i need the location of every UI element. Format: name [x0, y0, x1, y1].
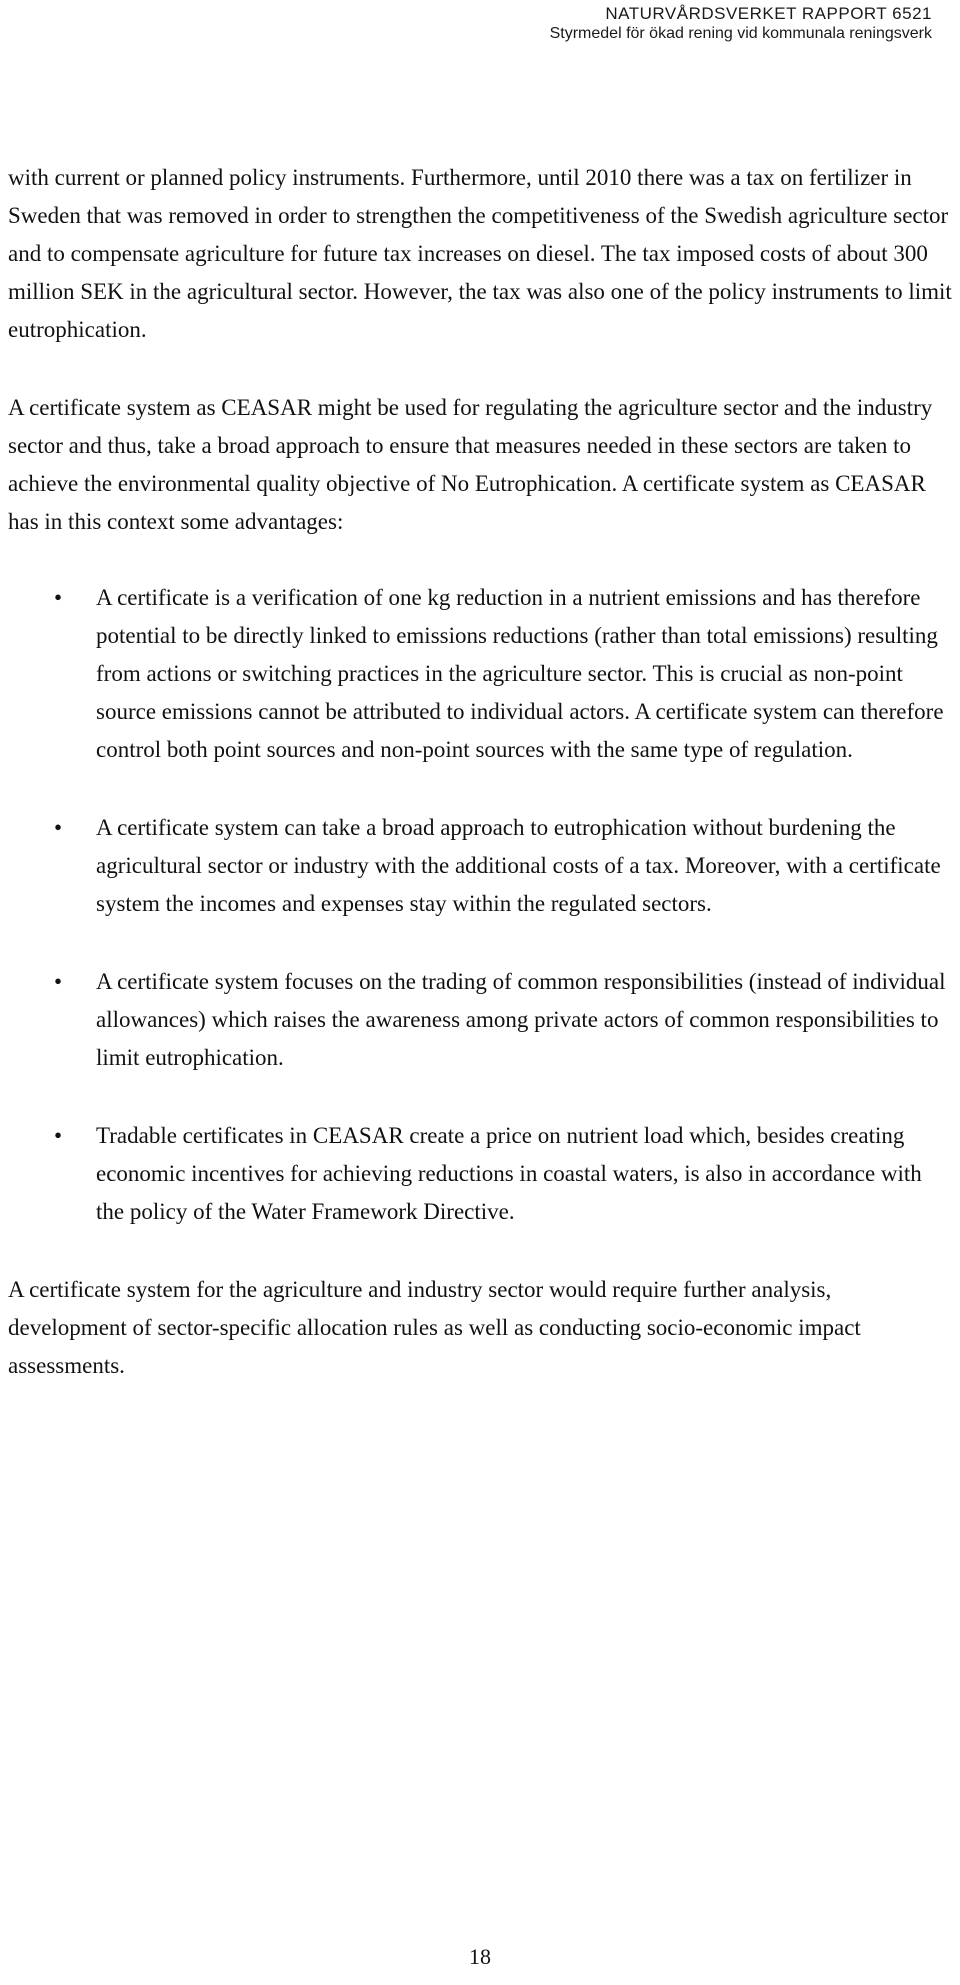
list-item [8, 963, 952, 1077]
list-item [8, 579, 952, 769]
advantages-list [8, 579, 952, 1231]
list-item-text: A certificate system can take a broad approach to eutrophication without burdening the agricultural sector or industry with the additional costs of a tax. Moreover, with a certificate system the incomes and expenses stay within the regulated sectors. [96, 815, 941, 916]
paragraph-fertilizer-tax: with current or planned policy instruments. Furthermore, until 2010 there was a tax on fertilizer in Sweden that was removed in order to strengthen the competitiveness of the Swedish agriculture sector and to compensate agriculture for future tax increases on diesel. The tax imposed costs of about 300 million SEK in the agricultural sector. However, the tax was also one of the policy instruments to limit eutrophication. [8, 165, 952, 342]
bullet-icon: • [53, 969, 63, 994]
report-title: NATURVÅRDSVERKET RAPPORT 6521 [605, 4, 932, 23]
document-body [8, 159, 952, 1385]
page-header [550, 4, 932, 44]
list-item [8, 809, 952, 923]
page-number: 18 [469, 1944, 491, 1969]
report-subtitle: Styrmedel för ökad rening vid kommunala reningsverk [549, 25, 932, 42]
paragraph-spacer [8, 349, 952, 389]
list-item-text: A certificate system focuses on the trading of common responsibilities (instead of individual allowances) which raises the awareness among private actors of common responsibilities to limit eutrophication. [96, 969, 946, 1070]
paragraph-certificate-system: A certificate system as CEASAR might be used for regulating the agriculture sector and the industry sector and thus, take a broad approach to ensure that measures needed in these sectors are taken to achieve the environmental quality objective of No Eutrophication. A certificate system as CEASAR has in this context some advantages: [8, 395, 933, 534]
list-item-text: Tradable certificates in CEASAR create a price on nutrient load which, besides creating economic incentives for achieving reductions in coastal waters, is also in accordance with the policy of the Water Framework Directive. [96, 1123, 922, 1224]
bullet-icon: • [53, 815, 63, 840]
bullet-icon: • [53, 1123, 63, 1148]
list-item [8, 1117, 952, 1231]
list-item-text: A certificate is a verification of one kg reduction in a nutrient emissions and has therefore potential to be directly linked to emissions reductions (rather than total emissions) resulting from actions or switching practices in the agriculture sector. This is crucial as non-point source emissions cannot be attributed to individual actors. A certificate system can therefore control both point sources and non-point sources with the same type of regulation. [96, 585, 944, 762]
paragraph-conclusion: A certificate system for the agriculture and industry sector would require further analysis, development of sector-specific allocation rules as well as conducting socio-economic impact assessments. [8, 1277, 861, 1378]
bullet-icon: • [53, 585, 63, 610]
